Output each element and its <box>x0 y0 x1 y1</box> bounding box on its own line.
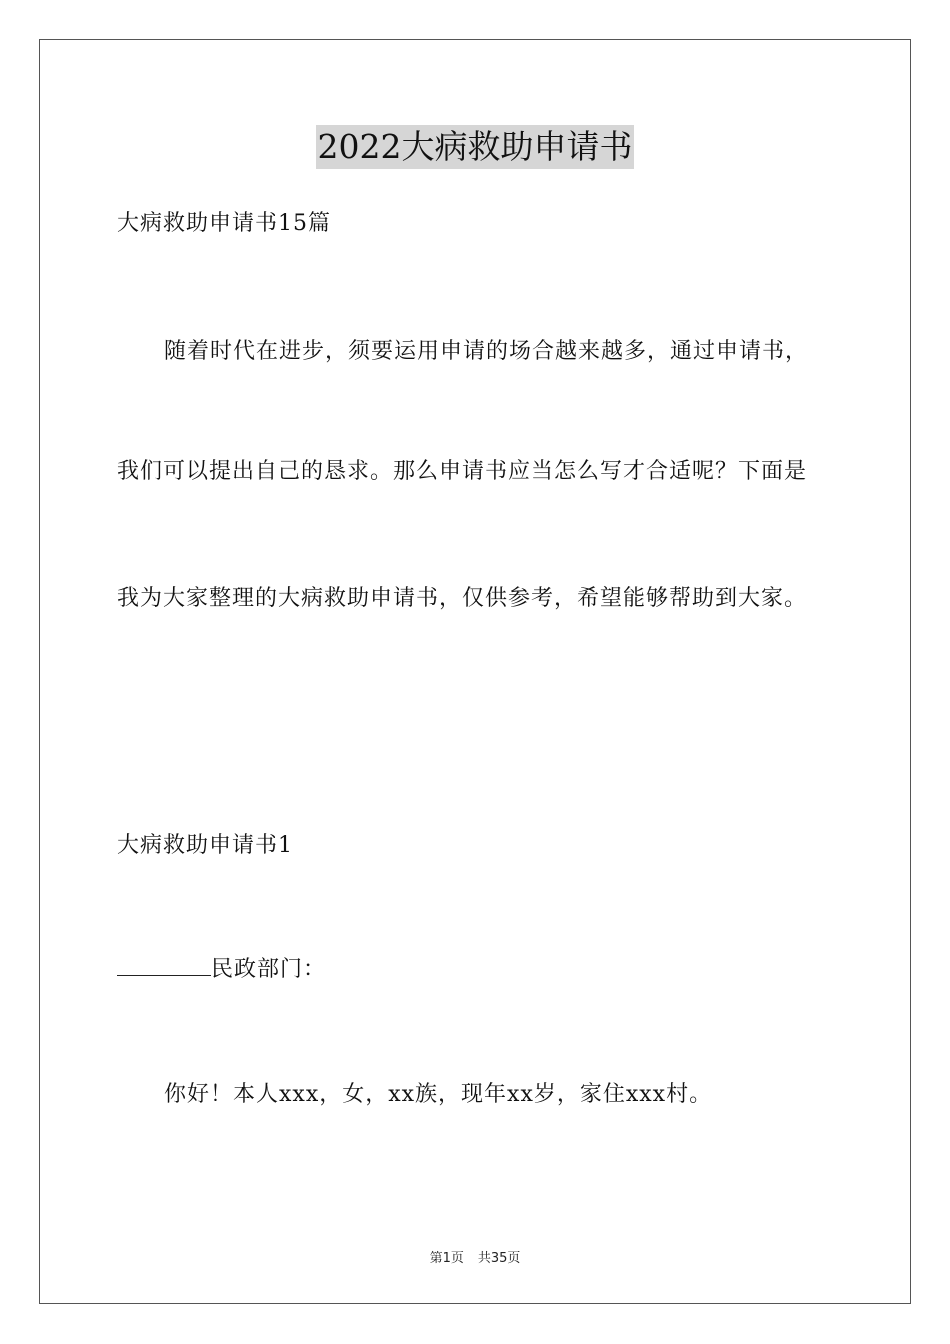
page-footer <box>0 1247 950 1266</box>
recipient-text: 民政部门： <box>211 957 327 982</box>
blank-underline <box>117 955 211 976</box>
recipient-line <box>117 955 326 985</box>
body-line: 你好！本人xxx，女，xx族，现年xx岁，家住xxx村。 <box>164 1082 713 1107</box>
section-heading: 大病救助申请书1 <box>117 833 293 858</box>
intro-line-2: 我们可以提出自己的恳求。那么申请书应当怎么写才合适呢？下面是 <box>117 459 808 484</box>
intro-line-1: 随着时代在进步，须要运用申请的场合越来越多，通过申请书， <box>164 339 809 364</box>
document-title: 2022大病救助申请书 <box>316 125 635 169</box>
intro-line-3: 我为大家整理的大病救助申请书，仅供参考，希望能够帮助到大家。 <box>117 586 808 611</box>
page-total: 共35页 <box>477 1251 521 1266</box>
page-number: 第1页 <box>429 1251 464 1266</box>
title-container <box>0 125 950 169</box>
document-subtitle: 大病救助申请书15篇 <box>117 211 331 236</box>
